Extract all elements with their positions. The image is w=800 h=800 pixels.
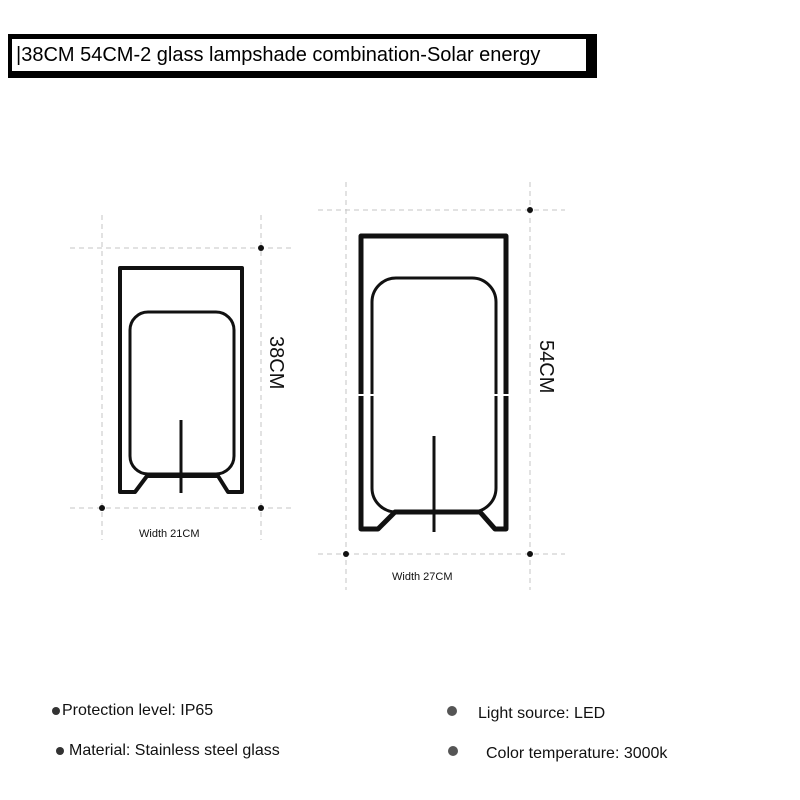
protection-bullet-icon [52,707,60,715]
large-lamp-guides [318,182,565,590]
small-lamp-outline [120,268,242,493]
light-source-bullet-icon [447,706,457,716]
large-lamp-outline [358,236,510,532]
spec-protection: Protection level: IP65 [62,702,214,719]
large-height-label: 54CM [535,340,557,394]
large-width-label: Width 27CM [392,571,453,583]
spec-light-source: Light source: LED [478,705,606,722]
spec-color-temperature: Color temperature: 3000k [486,745,668,762]
color-temperature-bullet-icon [448,746,458,756]
page-title: |38CM 54CM-2 glass lampshade combination-Solar energy [12,39,586,71]
spec-material: Material: Stainless steel glass [69,742,280,759]
small-height-label: 38CM [265,336,287,390]
small-width-label: Width 21CM [139,528,200,540]
material-bullet-icon [56,747,64,755]
